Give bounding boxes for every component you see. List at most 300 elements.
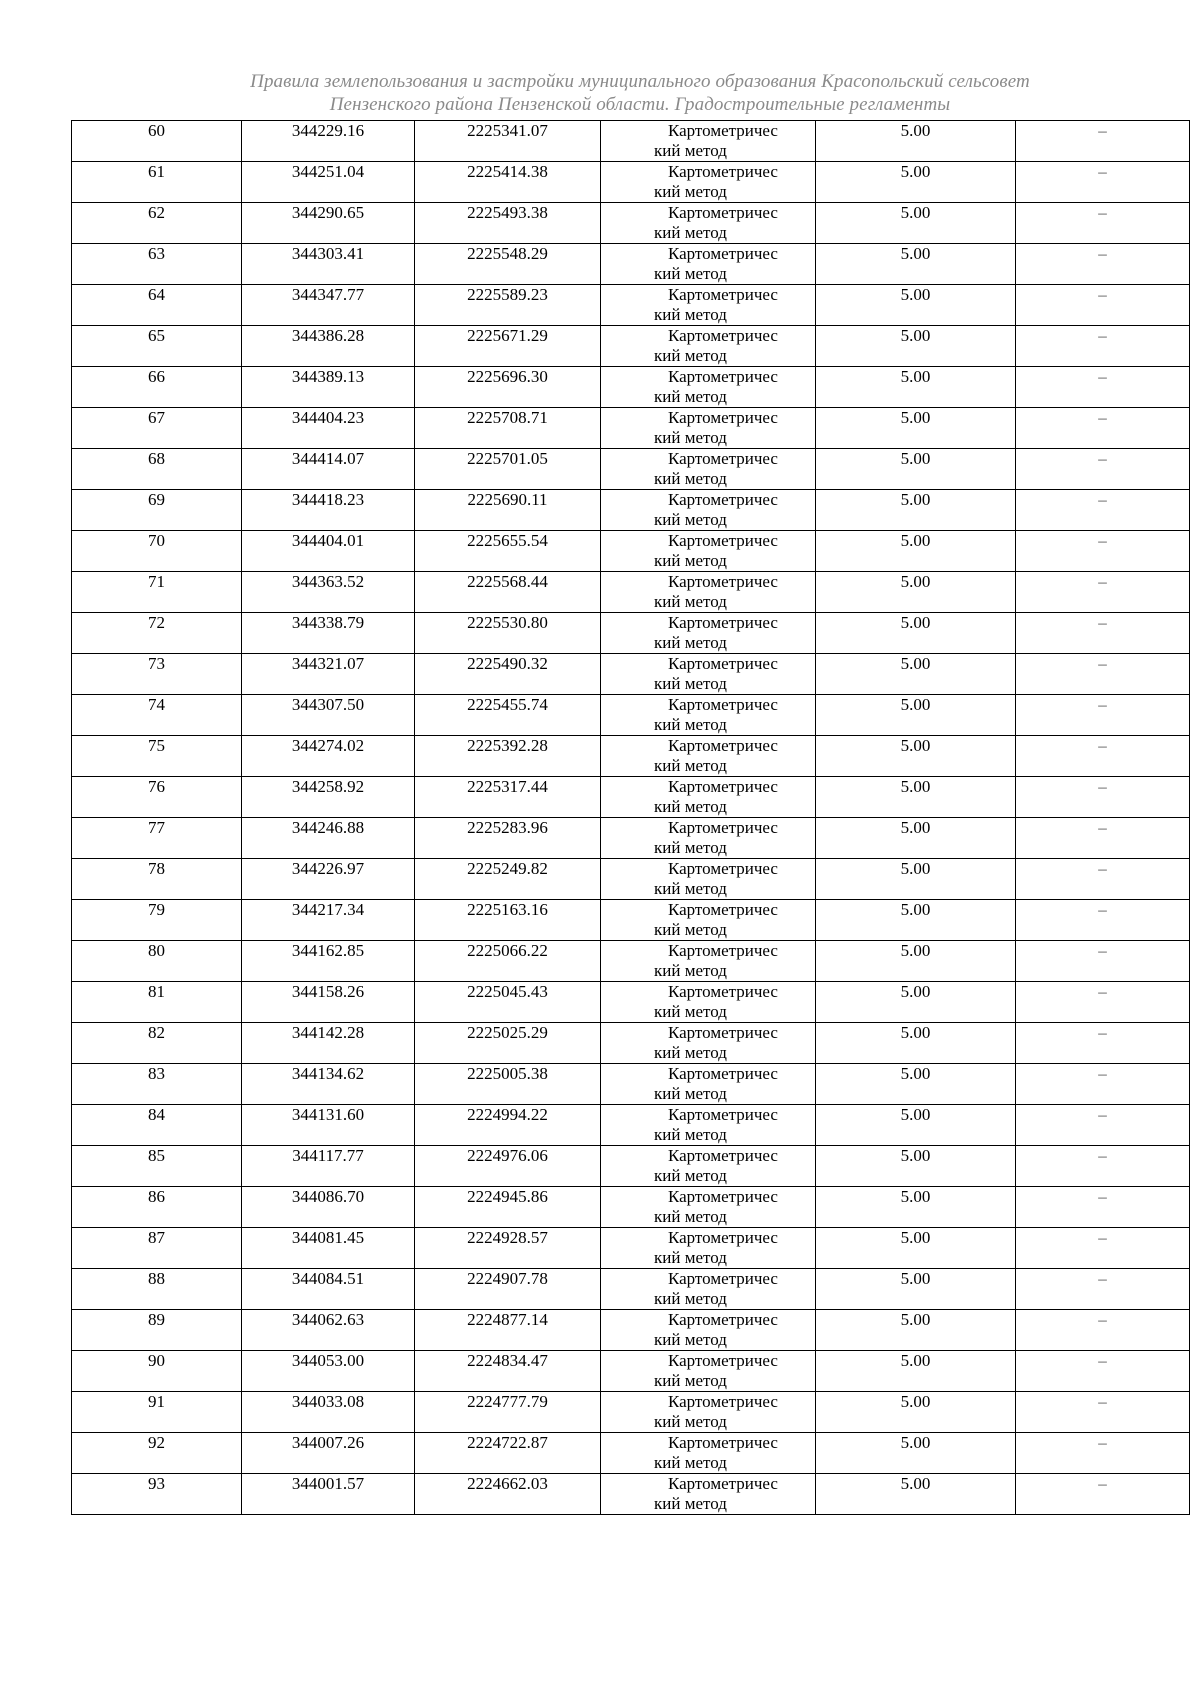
coordinate-x-cell: 344338.79 (242, 613, 415, 654)
method-line-1: Картометричес (668, 1433, 778, 1452)
method-line-2: кий метод (654, 797, 727, 816)
note-cell: – (1016, 244, 1190, 285)
point-number-cell: 62 (72, 203, 242, 244)
note-cell: – (1016, 1228, 1190, 1269)
method-line-2: кий метод (654, 264, 727, 283)
coordinate-x-cell: 344274.02 (242, 736, 415, 777)
note-cell: – (1016, 941, 1190, 982)
method-line-1: Картометричес (668, 818, 778, 837)
accuracy-cell: 5.00 (816, 1474, 1016, 1515)
coordinate-x-cell: 344062.63 (242, 1310, 415, 1351)
point-number-cell: 82 (72, 1023, 242, 1064)
method-line-1: Картометричес (668, 695, 778, 714)
accuracy-cell: 5.00 (816, 900, 1016, 941)
coordinate-y-cell: 2225655.54 (415, 531, 601, 572)
method-line-1: Картометричес (668, 490, 778, 509)
method-line-1: Картометричес (668, 572, 778, 591)
method-line-2: кий метод (654, 633, 727, 652)
method-line-2: кий метод (654, 428, 727, 447)
method-line-1: Картометричес (668, 1228, 778, 1247)
method-line-1: Картометричес (668, 244, 778, 263)
method-cell (601, 244, 816, 285)
table-row (72, 367, 1190, 408)
coordinate-x-cell: 344162.85 (242, 941, 415, 982)
method-line-1: Картометричес (668, 1064, 778, 1083)
coordinate-y-cell: 2225701.05 (415, 449, 601, 490)
accuracy-cell: 5.00 (816, 1228, 1016, 1269)
method-line-2: кий метод (654, 223, 727, 242)
method-line-1: Картометричес (668, 1474, 778, 1493)
coordinate-y-cell: 2225249.82 (415, 859, 601, 900)
coordinate-y-cell: 2225568.44 (415, 572, 601, 613)
coordinate-x-cell: 344404.23 (242, 408, 415, 449)
method-line-2: кий метод (654, 961, 727, 980)
point-number-cell: 61 (72, 162, 242, 203)
note-cell: – (1016, 818, 1190, 859)
coordinate-x-cell: 344131.60 (242, 1105, 415, 1146)
method-line-2: кий метод (654, 879, 727, 898)
method-line-1: Картометричес (668, 449, 778, 468)
coordinate-x-cell: 344158.26 (242, 982, 415, 1023)
table-row (72, 818, 1190, 859)
coordinate-y-cell: 2225708.71 (415, 408, 601, 449)
accuracy-cell: 5.00 (816, 531, 1016, 572)
coordinate-x-cell: 344347.77 (242, 285, 415, 326)
method-cell (601, 367, 816, 408)
note-cell: – (1016, 613, 1190, 654)
coordinate-y-cell: 2224722.87 (415, 1433, 601, 1474)
method-line-2: кий метод (654, 1084, 727, 1103)
method-cell (601, 1105, 816, 1146)
coordinate-x-cell: 344386.28 (242, 326, 415, 367)
accuracy-cell: 5.00 (816, 1023, 1016, 1064)
coordinate-x-cell: 344117.77 (242, 1146, 415, 1187)
point-number-cell: 88 (72, 1269, 242, 1310)
note-cell: – (1016, 1064, 1190, 1105)
coordinate-y-cell: 2225671.29 (415, 326, 601, 367)
coordinate-y-cell: 2225589.23 (415, 285, 601, 326)
table-row (72, 1105, 1190, 1146)
table-row (72, 1310, 1190, 1351)
coordinate-y-cell: 2225455.74 (415, 695, 601, 736)
table-row (72, 285, 1190, 326)
method-line-2: кий метод (654, 141, 727, 160)
accuracy-cell: 5.00 (816, 1351, 1016, 1392)
method-cell (601, 1351, 816, 1392)
accuracy-cell: 5.00 (816, 736, 1016, 777)
coordinate-x-cell: 344363.52 (242, 572, 415, 613)
point-number-cell: 75 (72, 736, 242, 777)
method-cell (601, 941, 816, 982)
point-number-cell: 72 (72, 613, 242, 654)
method-cell (601, 1433, 816, 1474)
method-line-1: Картометричес (668, 1023, 778, 1042)
method-line-1: Картометричес (668, 613, 778, 632)
coordinate-y-cell: 2225690.11 (415, 490, 601, 531)
method-line-2: кий метод (654, 305, 727, 324)
accuracy-cell: 5.00 (816, 162, 1016, 203)
method-cell (601, 1187, 816, 1228)
method-line-1: Картометричес (668, 1392, 778, 1411)
method-cell (601, 982, 816, 1023)
method-line-2: кий метод (654, 1248, 727, 1267)
method-line-1: Картометричес (668, 531, 778, 550)
coordinate-x-cell: 344418.23 (242, 490, 415, 531)
accuracy-cell: 5.00 (816, 1064, 1016, 1105)
point-number-cell: 87 (72, 1228, 242, 1269)
coordinate-x-cell: 344307.50 (242, 695, 415, 736)
note-cell: – (1016, 285, 1190, 326)
method-line-2: кий метод (654, 469, 727, 488)
point-number-cell: 90 (72, 1351, 242, 1392)
method-line-2: кий метод (654, 551, 727, 570)
method-cell (601, 1474, 816, 1515)
point-number-cell: 70 (72, 531, 242, 572)
accuracy-cell: 5.00 (816, 121, 1016, 162)
point-number-cell: 63 (72, 244, 242, 285)
table-row (72, 162, 1190, 203)
point-number-cell: 91 (72, 1392, 242, 1433)
table-row (72, 859, 1190, 900)
method-line-1: Картометричес (668, 1351, 778, 1370)
coordinate-y-cell: 2224945.86 (415, 1187, 601, 1228)
method-cell (601, 285, 816, 326)
method-line-2: кий метод (654, 1453, 727, 1472)
method-cell (601, 326, 816, 367)
note-cell: – (1016, 326, 1190, 367)
table-row (72, 1146, 1190, 1187)
note-cell: – (1016, 1474, 1190, 1515)
table-row (72, 613, 1190, 654)
coordinate-x-cell: 344414.07 (242, 449, 415, 490)
method-line-1: Картометричес (668, 1269, 778, 1288)
point-number-cell: 80 (72, 941, 242, 982)
coordinate-x-cell: 344033.08 (242, 1392, 415, 1433)
method-line-2: кий метод (654, 1330, 727, 1349)
method-line-1: Картометричес (668, 777, 778, 796)
point-number-cell: 68 (72, 449, 242, 490)
coordinate-y-cell: 2224834.47 (415, 1351, 601, 1392)
accuracy-cell: 5.00 (816, 408, 1016, 449)
point-number-cell: 81 (72, 982, 242, 1023)
accuracy-cell: 5.00 (816, 1310, 1016, 1351)
method-line-2: кий метод (654, 1166, 727, 1185)
method-line-2: кий метод (654, 1207, 727, 1226)
method-line-1: Картометричес (668, 1146, 778, 1165)
table-row (72, 244, 1190, 285)
coordinate-x-cell: 344303.41 (242, 244, 415, 285)
coordinate-y-cell: 2224662.03 (415, 1474, 601, 1515)
accuracy-cell: 5.00 (816, 490, 1016, 531)
method-line-1: Картометричес (668, 1187, 778, 1206)
table-row (72, 1269, 1190, 1310)
coordinate-y-cell: 2225163.16 (415, 900, 601, 941)
coordinate-y-cell: 2225317.44 (415, 777, 601, 818)
accuracy-cell: 5.00 (816, 941, 1016, 982)
table-row (72, 1433, 1190, 1474)
accuracy-cell: 5.00 (816, 1105, 1016, 1146)
method-line-1: Картометричес (668, 326, 778, 345)
method-cell (601, 736, 816, 777)
method-cell (601, 162, 816, 203)
note-cell: – (1016, 654, 1190, 695)
note-cell: – (1016, 1105, 1190, 1146)
method-line-1: Картометричес (668, 285, 778, 304)
table-row (72, 695, 1190, 736)
method-cell (601, 121, 816, 162)
coordinate-y-cell: 2225548.29 (415, 244, 601, 285)
method-line-1: Картометричес (668, 736, 778, 755)
method-line-1: Картометричес (668, 408, 778, 427)
method-line-1: Картометричес (668, 941, 778, 960)
coordinate-y-cell: 2224777.79 (415, 1392, 601, 1433)
note-cell: – (1016, 1269, 1190, 1310)
table-row (72, 900, 1190, 941)
method-line-2: кий метод (654, 1002, 727, 1021)
coordinate-y-cell: 2225392.28 (415, 736, 601, 777)
method-line-2: кий метод (654, 920, 727, 939)
method-line-2: кий метод (654, 592, 727, 611)
table-row (72, 736, 1190, 777)
point-number-cell: 83 (72, 1064, 242, 1105)
coordinate-y-cell: 2225025.29 (415, 1023, 601, 1064)
method-line-2: кий метод (654, 1371, 727, 1390)
coordinate-y-cell: 2225045.43 (415, 982, 601, 1023)
accuracy-cell: 5.00 (816, 777, 1016, 818)
coordinate-y-cell: 2225493.38 (415, 203, 601, 244)
accuracy-cell: 5.00 (816, 654, 1016, 695)
coordinate-y-cell: 2225490.32 (415, 654, 601, 695)
method-line-1: Картометричес (668, 121, 778, 140)
accuracy-cell: 5.00 (816, 203, 1016, 244)
coordinate-x-cell: 344217.34 (242, 900, 415, 941)
method-line-2: кий метод (654, 1494, 727, 1513)
coordinate-x-cell: 344086.70 (242, 1187, 415, 1228)
coordinate-y-cell: 2224877.14 (415, 1310, 601, 1351)
note-cell: – (1016, 859, 1190, 900)
point-number-cell: 76 (72, 777, 242, 818)
table-row (72, 654, 1190, 695)
point-number-cell: 65 (72, 326, 242, 367)
coordinate-x-cell: 344404.01 (242, 531, 415, 572)
table-row (72, 1023, 1190, 1064)
coordinate-x-cell: 344084.51 (242, 1269, 415, 1310)
accuracy-cell: 5.00 (816, 367, 1016, 408)
note-cell: – (1016, 162, 1190, 203)
coordinate-x-cell: 344053.00 (242, 1351, 415, 1392)
point-number-cell: 93 (72, 1474, 242, 1515)
method-cell (601, 777, 816, 818)
method-cell (601, 1023, 816, 1064)
accuracy-cell: 5.00 (816, 818, 1016, 859)
method-cell (601, 1146, 816, 1187)
method-cell (601, 1310, 816, 1351)
point-number-cell: 79 (72, 900, 242, 941)
table-row (72, 408, 1190, 449)
note-cell: – (1016, 1310, 1190, 1351)
coordinate-x-cell: 344081.45 (242, 1228, 415, 1269)
method-cell (601, 449, 816, 490)
method-line-2: кий метод (654, 346, 727, 365)
accuracy-cell: 5.00 (816, 1269, 1016, 1310)
point-number-cell: 64 (72, 285, 242, 326)
point-number-cell: 84 (72, 1105, 242, 1146)
coordinate-x-cell: 344258.92 (242, 777, 415, 818)
accuracy-cell: 5.00 (816, 326, 1016, 367)
note-cell: – (1016, 531, 1190, 572)
method-line-1: Картометричес (668, 203, 778, 222)
table-row (72, 777, 1190, 818)
coordinate-x-cell: 344389.13 (242, 367, 415, 408)
point-number-cell: 86 (72, 1187, 242, 1228)
point-number-cell: 67 (72, 408, 242, 449)
method-line-2: кий метод (654, 715, 727, 734)
note-cell: – (1016, 1023, 1190, 1064)
table-row (72, 1064, 1190, 1105)
note-cell: – (1016, 982, 1190, 1023)
note-cell: – (1016, 736, 1190, 777)
table-row (72, 121, 1190, 162)
note-cell: – (1016, 1187, 1190, 1228)
method-line-1: Картометричес (668, 654, 778, 673)
coordinate-y-cell: 2225066.22 (415, 941, 601, 982)
method-line-1: Картометричес (668, 1105, 778, 1124)
note-cell: – (1016, 490, 1190, 531)
accuracy-cell: 5.00 (816, 695, 1016, 736)
note-cell: – (1016, 1392, 1190, 1433)
method-cell (601, 1269, 816, 1310)
point-number-cell: 60 (72, 121, 242, 162)
method-line-1: Картометричес (668, 982, 778, 1001)
coordinate-y-cell: 2225283.96 (415, 818, 601, 859)
page-header-line-2: Пензенского района Пензенской области. Градостроительные регламенты (329, 94, 951, 115)
table-row (72, 1351, 1190, 1392)
note-cell: – (1016, 1433, 1190, 1474)
coordinate-y-cell: 2224907.78 (415, 1269, 601, 1310)
method-cell (601, 654, 816, 695)
table-row (72, 572, 1190, 613)
note-cell: – (1016, 572, 1190, 613)
coordinate-y-cell: 2225530.80 (415, 613, 601, 654)
note-cell: – (1016, 1146, 1190, 1187)
note-cell: – (1016, 367, 1190, 408)
method-line-1: Картометричес (668, 900, 778, 919)
note-cell: – (1016, 777, 1190, 818)
note-cell: – (1016, 408, 1190, 449)
coordinate-x-cell: 344001.57 (242, 1474, 415, 1515)
page-header (160, 70, 1120, 116)
coordinate-x-cell: 344007.26 (242, 1433, 415, 1474)
method-line-1: Картометричес (668, 162, 778, 181)
table-row (72, 203, 1190, 244)
accuracy-cell: 5.00 (816, 859, 1016, 900)
method-line-1: Картометричес (668, 1310, 778, 1329)
method-line-2: кий метод (654, 756, 727, 775)
note-cell: – (1016, 203, 1190, 244)
point-number-cell: 74 (72, 695, 242, 736)
point-number-cell: 92 (72, 1433, 242, 1474)
note-cell: – (1016, 1351, 1190, 1392)
note-cell: – (1016, 900, 1190, 941)
coordinate-y-cell: 2224994.22 (415, 1105, 601, 1146)
point-number-cell: 71 (72, 572, 242, 613)
accuracy-cell: 5.00 (816, 285, 1016, 326)
coordinate-x-cell: 344290.65 (242, 203, 415, 244)
table-row (72, 982, 1190, 1023)
accuracy-cell: 5.00 (816, 449, 1016, 490)
method-line-2: кий метод (654, 1125, 727, 1144)
table-row (72, 531, 1190, 572)
point-number-cell: 69 (72, 490, 242, 531)
coordinate-y-cell: 2224976.06 (415, 1146, 601, 1187)
point-number-cell: 89 (72, 1310, 242, 1351)
method-cell (601, 613, 816, 654)
coordinate-x-cell: 344226.97 (242, 859, 415, 900)
method-line-2: кий метод (654, 510, 727, 529)
method-line-2: кий метод (654, 1289, 727, 1308)
method-cell (601, 572, 816, 613)
accuracy-cell: 5.00 (816, 1392, 1016, 1433)
table-row (72, 326, 1190, 367)
method-line-2: кий метод (654, 838, 727, 857)
method-cell (601, 531, 816, 572)
table-row (72, 1228, 1190, 1269)
accuracy-cell: 5.00 (816, 1433, 1016, 1474)
method-cell (601, 490, 816, 531)
coordinates-table (71, 120, 1190, 1515)
coordinate-x-cell: 344251.04 (242, 162, 415, 203)
table-row (72, 1392, 1190, 1433)
coordinate-y-cell: 2224928.57 (415, 1228, 601, 1269)
page-header-line-1: Правила землепользования и застройки муниципального образования Красопольский сельсовет (250, 71, 1030, 92)
accuracy-cell: 5.00 (816, 613, 1016, 654)
point-number-cell: 66 (72, 367, 242, 408)
coordinate-x-cell: 344246.88 (242, 818, 415, 859)
point-number-cell: 73 (72, 654, 242, 695)
method-cell (601, 1392, 816, 1433)
note-cell: – (1016, 449, 1190, 490)
accuracy-cell: 5.00 (816, 1187, 1016, 1228)
method-cell (601, 695, 816, 736)
method-cell (601, 818, 816, 859)
coordinate-y-cell: 2225696.30 (415, 367, 601, 408)
point-number-cell: 77 (72, 818, 242, 859)
method-line-2: кий метод (654, 182, 727, 201)
method-cell (601, 859, 816, 900)
accuracy-cell: 5.00 (816, 572, 1016, 613)
point-number-cell: 78 (72, 859, 242, 900)
method-cell (601, 1064, 816, 1105)
method-cell (601, 203, 816, 244)
table-row (72, 449, 1190, 490)
coordinate-x-cell: 344321.07 (242, 654, 415, 695)
method-cell (601, 900, 816, 941)
coordinates-table-body (72, 121, 1190, 1515)
point-number-cell: 85 (72, 1146, 242, 1187)
method-line-2: кий метод (654, 1412, 727, 1431)
coordinate-x-cell: 344229.16 (242, 121, 415, 162)
coordinate-x-cell: 344142.28 (242, 1023, 415, 1064)
method-cell (601, 408, 816, 449)
accuracy-cell: 5.00 (816, 982, 1016, 1023)
accuracy-cell: 5.00 (816, 244, 1016, 285)
coordinate-x-cell: 344134.62 (242, 1064, 415, 1105)
accuracy-cell: 5.00 (816, 1146, 1016, 1187)
coordinate-y-cell: 2225005.38 (415, 1064, 601, 1105)
method-line-2: кий метод (654, 1043, 727, 1062)
note-cell: – (1016, 695, 1190, 736)
method-line-1: Картометричес (668, 367, 778, 386)
